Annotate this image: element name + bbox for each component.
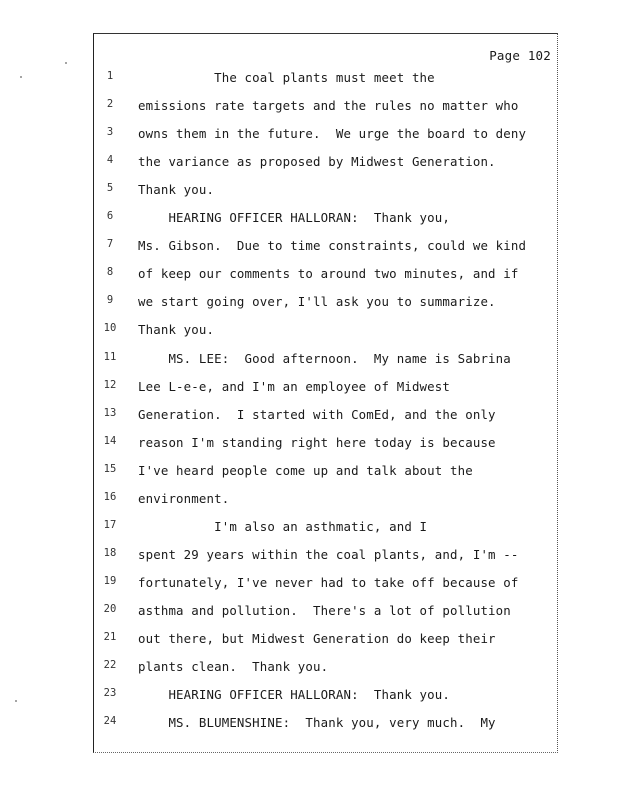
transcript-line	[94, 294, 557, 314]
transcript-line	[94, 603, 557, 623]
page-number: Page 102	[489, 48, 551, 63]
line-number: 17	[103, 518, 117, 531]
line-text: Lee L-e-e, and I'm an employee of Midwest	[138, 378, 451, 394]
line-text: fortunately, I've never had to take off because of	[138, 574, 519, 590]
transcript-line	[94, 687, 557, 707]
line-text: environment.	[138, 490, 230, 506]
line-number: 14	[103, 434, 117, 447]
line-text: plants clean. Thank you.	[138, 659, 329, 675]
transcript-line	[94, 98, 557, 118]
line-text: I'm also an asthmatic, and I	[138, 518, 428, 534]
transcript-line	[94, 407, 557, 427]
line-number: 22	[103, 659, 117, 672]
line-number: 2	[106, 98, 114, 111]
line-text: owns them in the future. We urge the board to deny	[138, 126, 527, 142]
transcript-line	[94, 154, 557, 174]
line-number: 12	[103, 378, 117, 391]
transcript-line	[94, 435, 557, 455]
line-text: Ms. Gibson. Due to time constraints, could we kind	[138, 238, 527, 254]
line-number: 11	[103, 350, 117, 363]
transcript-line	[94, 631, 557, 651]
transcript-line	[94, 491, 557, 511]
line-number: 21	[103, 631, 117, 643]
line-number: 23	[103, 687, 117, 700]
line-number: 16	[103, 490, 117, 503]
line-number: 1	[106, 70, 114, 82]
line-number: 6	[106, 210, 114, 223]
line-text: of keep our comments to around two minutes, and if	[138, 266, 519, 282]
line-text: Thank you.	[138, 322, 215, 338]
transcript-line	[94, 659, 557, 679]
transcript-line	[94, 715, 557, 735]
line-number: 4	[106, 154, 114, 167]
transcript-line	[94, 126, 557, 146]
line-text: out there, but Midwest Generation do keep their	[138, 631, 496, 646]
line-number: 15	[103, 462, 117, 475]
line-text: we start going over, I'll ask you to summarize.	[138, 294, 496, 310]
transcript-line	[94, 463, 557, 483]
line-number: 19	[103, 574, 117, 587]
transcript-line	[94, 575, 557, 595]
transcript-line	[94, 322, 557, 342]
line-number: 18	[103, 546, 117, 559]
line-number: 3	[106, 126, 114, 139]
line-number: 7	[106, 238, 114, 251]
line-text: the variance as proposed by Midwest Generation.	[138, 154, 496, 170]
transcript-line	[94, 351, 557, 371]
line-text: I've heard people come up and talk about the	[138, 462, 473, 478]
line-text: spent 29 years within the coal plants, and, I'm --	[138, 546, 519, 562]
line-text: reason I'm standing right here today is because	[138, 434, 496, 450]
scan-speck	[15, 700, 17, 702]
transcript-line	[94, 519, 557, 539]
transcript-line	[94, 547, 557, 567]
line-text: Thank you.	[138, 182, 215, 198]
scan-speck	[20, 76, 22, 78]
transcript-line	[94, 266, 557, 286]
line-number: 24	[103, 715, 117, 728]
transcript-line	[94, 182, 557, 202]
line-text: The coal plants must meet the	[138, 70, 435, 85]
scan-speck	[65, 62, 67, 64]
line-text: emissions rate targets and the rules no matter who	[138, 98, 519, 114]
line-number: 8	[106, 266, 114, 279]
transcript-line	[94, 238, 557, 258]
line-number: 10	[103, 322, 117, 335]
transcript-line	[94, 210, 557, 230]
line-number: 20	[103, 602, 117, 615]
transcript-line	[94, 379, 557, 399]
line-text: MS. BLUMENSHINE: Thank you, very much. My	[138, 715, 496, 731]
line-text: HEARING OFFICER HALLORAN: Thank you,	[138, 210, 451, 226]
transcript-page	[93, 33, 558, 753]
line-number: 5	[106, 182, 114, 195]
line-number: 13	[103, 406, 117, 419]
line-number: 9	[106, 294, 114, 307]
line-text: asthma and pollution. There's a lot of pollution	[138, 602, 511, 618]
line-text: HEARING OFFICER HALLORAN: Thank you.	[138, 687, 451, 703]
transcript-line	[94, 70, 557, 90]
line-text: Generation. I started with ComEd, and the only	[138, 406, 496, 422]
line-text: MS. LEE: Good afternoon. My name is Sabrina	[138, 350, 511, 366]
